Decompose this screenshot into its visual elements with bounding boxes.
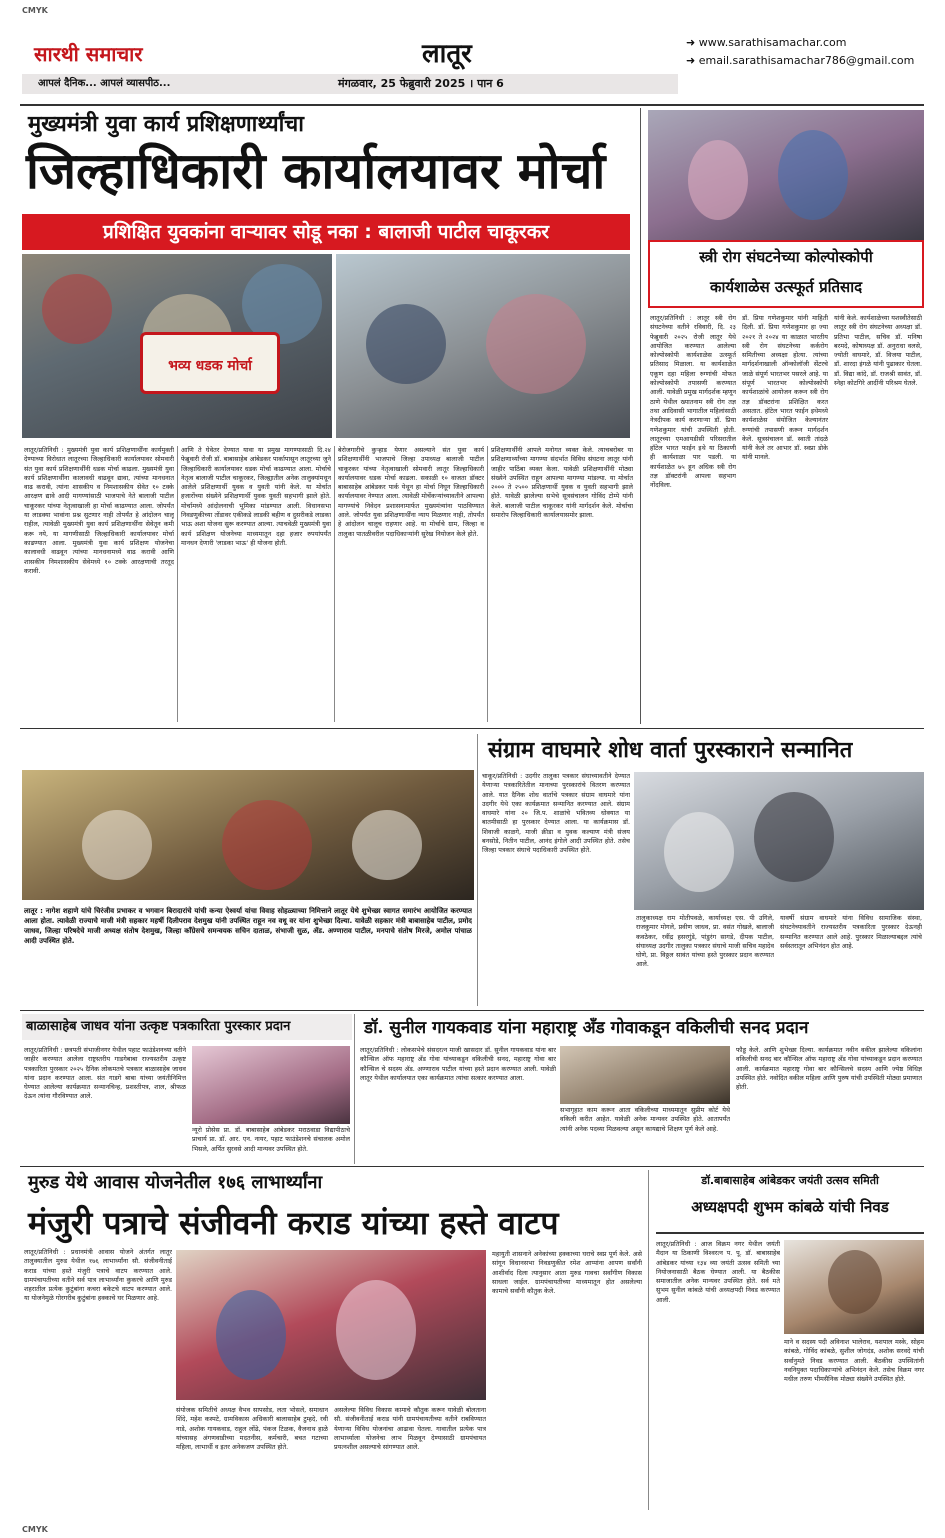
column-rule — [477, 734, 478, 1006]
lead-column-3: बेरोजगारीचे कुऱ्हाड येणार असल्याने संत युवा कार्य प्रशिक्षणार्थींनी भाजपाचे जिल्हा उपाध्यक्ष बालाजी पाटील चाकूरकर यांच्या नेतृत्वाखाली सोमवारी लातूर जिल्हाधिकारी कार्यालयावर धडक मोर्चा काढला. सकाळी १० वाजता डॉक्टर बाबासाहेब आंबेडकर पार्क येथून हा मोर्चा निघून जिल्हाधिकारी कार्यालयावर नेण्यात आला. त्यावेळी मोर्चेकऱ्यांच्यावतीने आपल्या मागण्यांचे निवेदन प्रशासनामार्फत मुख्यमंत्र्यांना पाठविण्यात आले. जोपर्यंत युवा प्रशिक्षणार्थींना न्याय मिळणार नाही, तोपर्यंत हे आंदोलन चालूच राहणार आहे. या मोर्चाचे ग्राम, जिल्हा व तालुका पातळीवरील पदाधिकाऱ्यांनी सुरेख नियोजन केले होते. — [338, 446, 484, 538]
murud-column-1: लातूर/प्रतिनिधी : प्रधानमंत्री आवास योजने अंतर्गत लातूर तालुक्यातील मुरुड येथील १७६ लाभार्थ्यांना सौ. संजीवनीताई कराड यांच्या हस्ते मंजुरी पत्राचे वाटप करण्यात आले. ग्रामपंचायतीच्या वतीने सर्व पात्र लाभार्थ्यांना कुकरचे आणि मुरुड शहरातील प्रत्येक कुटुंबांना कचरा बकेटचे वाटप करण्यात आले. या योजनेमुळे गोरगरीब कुटुंबांना हक्काचे घर मिळणार आहे. — [24, 1248, 172, 1303]
lead-headline: जिल्हाधिकारी कार्यालयावर मोर्चा — [26, 141, 606, 200]
dateline — [338, 74, 504, 94]
colposcopy-column-1: लातूर/प्रतिनिधी : लातूर स्त्री रोग संघटनेच्या वतीने रविवारी, दि. २३ फेब्रुवारी २०२५ रोजी लातूर येथे आयोजित करण्यात आलेल्या कोल्पोस्कोपी कार्यशाळेस उत्स्फूर्त प्रतिसाद मिळाला. या कार्यशाळेत एकूण दहा महिला रुग्णांची मोफत कोल्पोस्कोपी तपासणी करण्यात आली. यावेळी प्रमुख मार्गदर्शक म्हणून ठाणे येथील ख्यातनाम स्त्री रोग तज्ञ तथा आदिवासी भागातील महिलांसाठी नेत्रदीपक कार्य करणाऱ्या डॉ. प्रिया गणेशकुमार यांची उपस्थिती होती. लातूरच्या एमआयडीसी परिसरातील हॉटेल भारत फाईन इथे या ठिकाणी ही कार्यशाळा पार पडली. या कार्यशाळेत ७५ हून अधिक स्त्री रोग तज्ञ डॉक्टरांनी आपला सहभाग नोंदविला. — [650, 314, 736, 490]
murud-headline: मंजुरी पत्राचे संजीवनी कराड यांच्या हस्ते वाटप — [28, 1204, 559, 1242]
link-arrow-icon: ➜ — [686, 36, 699, 49]
column-rule — [354, 1014, 355, 1164]
ambedkar-column-1: लातूर/प्रतिनिधी : आज विक्रम नगर येथील जयंती मैदान या ठिकाणी विश्वरत्न प. पू. डॉ. बाबासाहेब आंबेडकर यांच्या १३४ व्या जयंती उत्सव समिती च्या नियोजनासाठी बैठक घेण्यात आली. या बैठकीस समाजातील अनेक मान्यवर उपस्थित होते. सर्व मते सुभम सुनील कांबळे यांची अध्यक्षपदी निवड करण्यात आली. — [656, 1240, 780, 1304]
murud-column-2: संयोजक समितीचे अध्यक्ष वैभव सापसोड, लता भोसले, समाधान शिंदे, महेश कस्पटे, ग्रामविकास अधिकारी बालासाहेब टुम्हदे, रवी नाडे, अशोक गायकवाड, राहुल लोंढे, पंकज टिळक, वैजनाथ हाळे यांच्यासह अंगणवाडीच्या मदतनीस, कर्मचारी, बचत गटाच्या महिला, लाभार्थी व इतर अनेकजण उपस्थित होते. — [176, 1406, 328, 1452]
workshop-photo — [648, 110, 924, 240]
murud-column-4: महायुती शासनाने अनेकांच्या हक्काच्या घराचे स्वप्न पूर्ण केले. असे सांगून विधानसभा निवडणुकीत रमेश आप्पांना आपण सर्वांनी आशीर्वाद दिला त्यानुसार आता मुरुड गावचा सर्वांगीण विकास साधला जाईल. ग्रामपंचायतीच्या माध्यमातून होत असलेल्या कामाचे सर्वांनी कौतुक केले. — [492, 1250, 642, 1296]
city-title: लातूर — [422, 39, 472, 69]
colposcopy-headline-box — [648, 240, 924, 308]
ambedkar-column-2: माने व सदस्य पदी अविनाश भालेराव, यशपाल मस्के, सोहम कांबळे, गोविंद कांबळे, सुशील जोगदंड, अशोक सरवदे यांची सर्वानुमते निवड करण्यात आली. बैठकीस उपस्थितांनी नवनियुक्त पदाधिकाऱ्यांचे अभिनंदन केले. तसेच विक्रम नगर मधील तरुण भीमसैनिक मोठ्या संख्येने उपस्थित होते. — [784, 1338, 924, 1384]
colposcopy-column-3: यांनी केले. कार्यशाळेच्या यशस्वीतेसाठी लातूर स्त्री रोग संघटनेच्या अध्यक्षा डॉ. प्रतिभा पाटील, सचिव डॉ. मनिषा बरमदे, कोषाध्यक्ष डॉ. अनुराधा वलसे, ज्योती वाघमारे, डॉ. विजया पाटील, डॉ. शारदा इंगळे यांनी पुढाकार घेतला. डॉ. विद्या कांदे, डॉ. राजश्री सावंत, डॉ. स्नेहा कोटगिरे आदींनी परिश्रम घेतले. — [834, 314, 922, 388]
murud-kicker: मुरुड येथे आवास योजनेतील १७६ लाभार्थ्यांना — [28, 1172, 323, 1193]
lead-column-4: प्रशिक्षणार्थींनी आपले मनोगत व्यक्त केले. त्याचबरोबर या प्रशिक्षणार्थ्यांच्या मागण्या संदर्भात विविध संघटना लातूर यांनी जाहीर पाठिंबा व्यक्त केला. यावेळी प्रशिक्षणार्थींनी मोठ्या संख्येने उपस्थित राहून आपल्या मागण्या मांडल्या. या मोर्चात २००० ते २५०० प्रशिक्षणार्थी युवक व युवती सहभागी झाले होते. यावेळी झालेल्या सभेचे सूत्रसंचालन गोविंद टोम्पे यांनी केले. बालाजी पाटील चाकूरकर यांनी मार्गदर्शन केले. मोर्चाचा समारोप जिल्हाधिकारी कार्यालयासमोर झाला. — [491, 446, 633, 520]
balasaheb-column-2: न्यूरो प्रोसेस प्रा. डॉ. बाबासाहेब आंबेडकर मराठवाडा विद्यापीठाचे प्राचार्य प्रा. डॉ. आर. एन. नायर, पहाट फाउंडेशनचे संचालक अमोल भिसले, अर्पित सुरवसे आदी मान्यवर उपस्थित होते. — [192, 1126, 350, 1153]
email-text[interactable]: email.sarathisamachar786@gmail.com — [698, 54, 915, 67]
lead-column-1: लातूर/प्रतिनिधी : मुख्यमंत्री युवा कार्य प्रशिक्षणार्थींना कार्यमुक्ती देण्याच्या विरोधात लातूरच्या जिल्हाधिकारी कार्यालयावर सोमवारी संत युवा कार्य प्रशिक्षणार्थींनी धडक मोर्चा काढला. मुख्यमंत्री युवा कार्य प्रशिक्षणार्थींना कालावधी वाढवून द्यावा, त्यांच्या मानधनात वाढ करावी, त्यांना शासकीय व निमशासकीय सेवेत १० टक्के आरक्षण द्यावे आदी मागण्यांसाठी भाजपाचे नेते बालाजी पाटील चाकूरकर यांच्या नेतृत्वाखाली हा मोर्चा काढण्यात आला. जोपर्यंत या लाडक्या भावांना प्रश्न सुटणार नाही तोपर्यंत हे आंदोलन चालू राहील, त्यावेळी मुख्यमंत्री युवा कार्य प्रशिक्षणार्थींना सेवेतून कमी करू नये, या मागणीसाठी जिल्हाधिकारी कार्यालयावर मोर्चा काढण्यात आला. मुख्यमंत्री युवा कार्य प्रशिक्षण योजनेचा कालावधी वाढवून त्यांच्या मानधनामध्ये वाढ करावी आणि शासकीय निमशासकीय सेवेमध्ये १० टक्के आरक्षणाची तरतूद करावी. — [24, 446, 174, 575]
sunil-column-1: लातूर/प्रतिनिधी : लोकसभेचे संसदरत्न माजी खासदार डॉ. सुनील गायकवाड यांना बार कौन्सिल ऑफ महाराष्ट्र अँड गोवा यांच्याकडून वकिलीची सनद, महाराष्ट्र गोवा बार कौन्सिल चे सदस्य ॲड. अण्णाराव पाटील यांच्या हस्ते प्रदान करण्यात आली. यावेळी लातूर येथील कार्यालयात एका कार्यक्रमात त्यांचा सत्कार करण्यात आला. — [360, 1046, 556, 1082]
link-arrow-icon: ➜ — [686, 54, 699, 67]
website-row — [686, 36, 846, 49]
award-photo — [634, 772, 924, 910]
lead-column-2: आणि ते घेवेतर देण्यात यावा या प्रमुख मागण्यासाठी दि.२४ फेब्रुवारी रोजी डॉ. बाबासाहेब आंबेडकर पार्कापासून लातूरच्या जुने जिल्हाधिकारी कार्यालयावर धडक मोर्चा काढण्यात आला. मोर्चाचे नेतृत्व बालाजी पाटील चाकूरकर, जिल्ह्यातील अनेक तालुक्यांमधून आलेले प्रशिक्षणार्थी युवक व युवती यांनी केले. या मोर्चात हजारोंच्या संख्येने प्रशिक्षणार्थी युवक युवती सहभागी झाले होते. मोर्चामध्ये आंदोलनाची भूमिका मांडण्यात आली. विधानसभा निवडणुकीच्या तोंडावर एकीकडे लाडकी बहीण व दुसरीकडे लाडका भाऊ अशा योजना सुरू करण्यात आल्या. त्याचवेळी मुख्यमंत्री युवा कार्य प्रशिक्षण योजनेच्या माध्यमातून दहा हजार रुपयांपर्यंत मानधन देणारी 'लाडका भाऊ' ही योजना होती. — [181, 446, 331, 547]
sangram-headline: संग्राम वाघमारे शोध वार्ता पुरस्काराने सन्मानित — [488, 737, 853, 763]
sunil-column-3: फौड्ड केले. आणि शुभेच्छा दिल्या. कार्यक्रमात नवीन वकील झालेल्या वकिलांना वकिलीची सनद बार कौन्सिल ऑफ महाराष्ट्र अँड गोवा यांच्याकडून प्रदान करण्यात आली. कार्यक्रमात महाराष्ट्र गोवा बार कौन्सिलचे सदस्य आणि ज्येष्ठ विधिज्ञ उपस्थित होते. नवोदित वकील महिला आणि पुरुष यांची उपस्थिती मोठ्या प्रमाणात होती. — [736, 1046, 922, 1092]
balasaheb-photo — [192, 1046, 350, 1124]
tagline: आपलं दैनिक... आपलं व्यासपीठ... — [22, 74, 244, 94]
murud-photo — [176, 1250, 486, 1400]
murud-column-3: असलेल्या विविध विकास कामाचे कौतुक करून यावेळी बोलताना सौ. संजीवनीताई कराड यांनी ग्रामपंचायतीच्या वतीने राबविण्यात येणाऱ्या विविध योजनांचा आढावा घेतला. गावातील प्रत्येक पात्र लाभार्थ्याला योजनेचा लाभ मिळवून देण्यासाठी ग्रामपंचायत प्रयत्नशील असल्याचे सांगण्यात आले. — [334, 1406, 486, 1452]
sunil-headline: डॉ. सुनील गायकवाड यांना महाराष्ट्र अँड गोवाकडून वकिलीची सनद प्रदान — [364, 1018, 809, 1038]
section-rule — [20, 1166, 924, 1167]
memorandum-photo — [336, 254, 630, 438]
rally-banner-sign: भव्य धडक मोर्चा — [140, 332, 280, 394]
shubham-photo — [784, 1240, 924, 1334]
section-rule — [20, 728, 924, 729]
column-rule — [487, 446, 488, 722]
wedding-photo — [22, 770, 474, 900]
column-rule — [648, 1170, 649, 1510]
date-text: मंगळवार, 25 फेब्रुवारी 2025 — [338, 77, 466, 90]
ambedkar-headline-box — [656, 1170, 924, 1234]
lead-subhead: प्रशिक्षित युवकांना वाऱ्यावर सोडू नका : बालाजी पाटील चाकूरकर — [22, 214, 630, 250]
sangram-column-3: यावर्षी संग्राम वाघमारे यांना विविध सामाजिक संस्था, संघटनेच्यावतीने राज्यस्तरीय पत्रकारिता पुरस्कार देऊनही सन्मानित करण्यात आले आहे. पुरस्कार मिळाल्याबद्दल त्यांचे सर्वस्तरातून अभिनंदन होत आहे. — [780, 914, 922, 950]
sangram-column-1: चाकूर/प्रतिनिधी : उदगीर तालुका पत्रकार संघाच्यावतीने देण्यात येणाऱ्या पत्रकारितेतील मानाच्या पुरस्कारांचे वितरण करण्यात आले. यात दैनिक शोध वार्ताचे पत्रकार संग्राम वाघमारे यांना उदगीर येथे एका कार्यक्रमात सन्मानित करण्यात आले. संग्राम वाघमारे यांना २० जि.प. शाळांचे भवितव्य धोक्यात या बातमीसाठी हा पुरस्कार देण्यात आला. या कार्यक्रमास डॉ. शिवाजी काळगे, माजी क्रीडा व युवक कल्याण मंत्री संजय बनसोडे, नितीन पाटील, आनंद इंगोले आदी उपस्थित होते. तसेच जिल्हा पत्रकार संघाचे पदाधिकारी उपस्थित होते. — [482, 772, 630, 855]
masthead — [0, 28, 945, 106]
cmyk-mark-top: CMYK — [22, 6, 48, 15]
colposcopy-headline-2: कार्यशाळेस उत्स्फूर्त प्रतिसाद — [709, 278, 863, 296]
balasaheb-headline: बाळासाहेब जाधव यांना उत्कृष्ट पत्रकारिता पुरस्कार प्रदान — [22, 1014, 352, 1040]
balasaheb-column-1: लातूर/प्रतिनिधी : छत्रपती संभाजीनगर येथील पहाट फाउंडेशनच्या वतीने जाहीर करण्यात आलेला राष्ट्रस्तरीय गाडगेबाबा राज्यस्तरीय उत्कृष्ट पत्रकारिता पुरस्कार २०२५ दैनिक लोकमतचे पत्रकार बाळासाहेब जाधव यांना प्रदान करण्यात आला. संत गाडगे बाबा यांच्या जयंतीनिमित्त घेण्यात आलेल्या कार्यक्रमात सन्मानचिन्ह, प्रशस्तीपत्र, शाल, श्रीफळ देऊन त्यांना गौरविण्यात आले. — [24, 1046, 186, 1101]
section-rule — [20, 1010, 924, 1011]
colposcopy-headline-1: स्त्री रोग संघटनेच्या कोल्पोस्कोपी — [699, 248, 873, 266]
sunil-column-2: सभागृहात काम करून आता वकिलीच्या माध्यमातून सुप्रीम कोर्ट येथे वकिली करीत आहेत. यावेळी अनेक मान्यवर उपस्थित होते. आतापर्यंत त्यांनी अनेक पदव्या मिळवल्या असून कायद्याचे शिक्षण पूर्ण केले आहे. — [560, 1106, 730, 1133]
sangram-column-2: तालुकाध्यक्ष राम मोतीपवळे, कार्याध्यक्ष एस. पी उगिले, राजकुमार मोगले, प्रवीण जाधव, प्रा. वसंत गोखले, बालाजी कवठेकर, रवींद्र हसरगुंडे, पांडुरंग सागडे, दीपक पाटील, संघाध्यक्ष उदगीर तालुका पत्रकार संघाचे माजी सचिव महादेव घोणे, प्रा. विठ्ठल सावंत यांच्या हस्ते पुरस्कार प्रदान करण्यात आले. — [636, 914, 774, 969]
section-divider — [640, 108, 641, 724]
rally-photo — [22, 254, 332, 438]
email-row — [686, 54, 914, 67]
colposcopy-column-2: डॉ. प्रिया गणेशकुमार यांनी माहिती दिली. डॉ. प्रिया गणेशकुमार हा ज्या २०२१ ते २०२४ या काळात भारतीय स्त्री रोग संघटनेच्या कर्करोग समितीच्या अध्यक्षा होत्या. त्यांच्या मार्गदर्शनाखाली ऑन्कोलॉजी सेंटरचे जाळे संपूर्ण भारतभर पसरले आहे. या संपूर्ण भारतभर कोल्पोस्कोपी कार्यशाळांचे आयोजन करून स्त्री रोग तज्ञ डॉक्टरांना प्रशिक्षित करत असतात. हॉटेल भारत फाईन इथेमध्ये कार्यशाळेस संयोजित केल्यानंतर रुग्णांची तपासणी करून मार्गदर्शन केले. सूत्रसंचालन डॉ. स्वाती तांदळे यांनी केले तर आभार डॉ. स्वप्ना डोके यांनी मानले. — [742, 314, 828, 462]
column-rule — [334, 446, 335, 722]
lead-kicker: मुख्यमंत्री युवा कार्य प्रशिक्षणार्थ्यांचा — [28, 111, 304, 137]
column-rule — [177, 446, 178, 722]
ambedkar-kicker: डॉ.बाबासाहेब आंबेडकर जयंती उत्सव समिती — [701, 1174, 879, 1187]
sunil-photo — [560, 1046, 730, 1104]
ambedkar-headline: अध्यक्षपदी शुभम कांबळे यांची निवड — [691, 1198, 889, 1216]
masthead-rule — [20, 104, 924, 106]
cmyk-mark-bottom: CMYK — [22, 1525, 48, 1534]
wedding-caption: लातूर : नागेश शहाणे यांचे चिरंजीव प्रभाकर व भगवान बिरादारांचे यांची कन्या ऐश्वर्या यांचा विवाह सोहळ्याच्या निमित्ताने लातूर येथे शुभेच्छा स्वागत समारंभ आयोजित करण्यात आला होता. त्यावेळी राज्याचे माजी मंत्री सहकार महर्षी दिलीपराव देशमुख यांनी उपस्थित राहून नव वधू वर यांना शुभेच्छा दिल्या. यावेळी सहकार मंत्री बाबासाहेब पाटील, प्रमोद जाधव, जिल्हा परिषदेचे माजी अध्यक्ष संतोष देशमुख, जिल्हा काँग्रेसचे समन्वयक सचिन दाताळ, संभाजी सुळ, ॲड. अण्णाराव पाटील, मनपाचे संतोष मिरजे, अमोल पांचाळ आदी उपस्थित होते. — [24, 907, 472, 945]
page-number: । पान 6 — [469, 77, 504, 90]
website-text[interactable]: www.sarathisamachar.com — [698, 36, 847, 49]
brand-title: सारथी समाचार — [34, 42, 143, 66]
